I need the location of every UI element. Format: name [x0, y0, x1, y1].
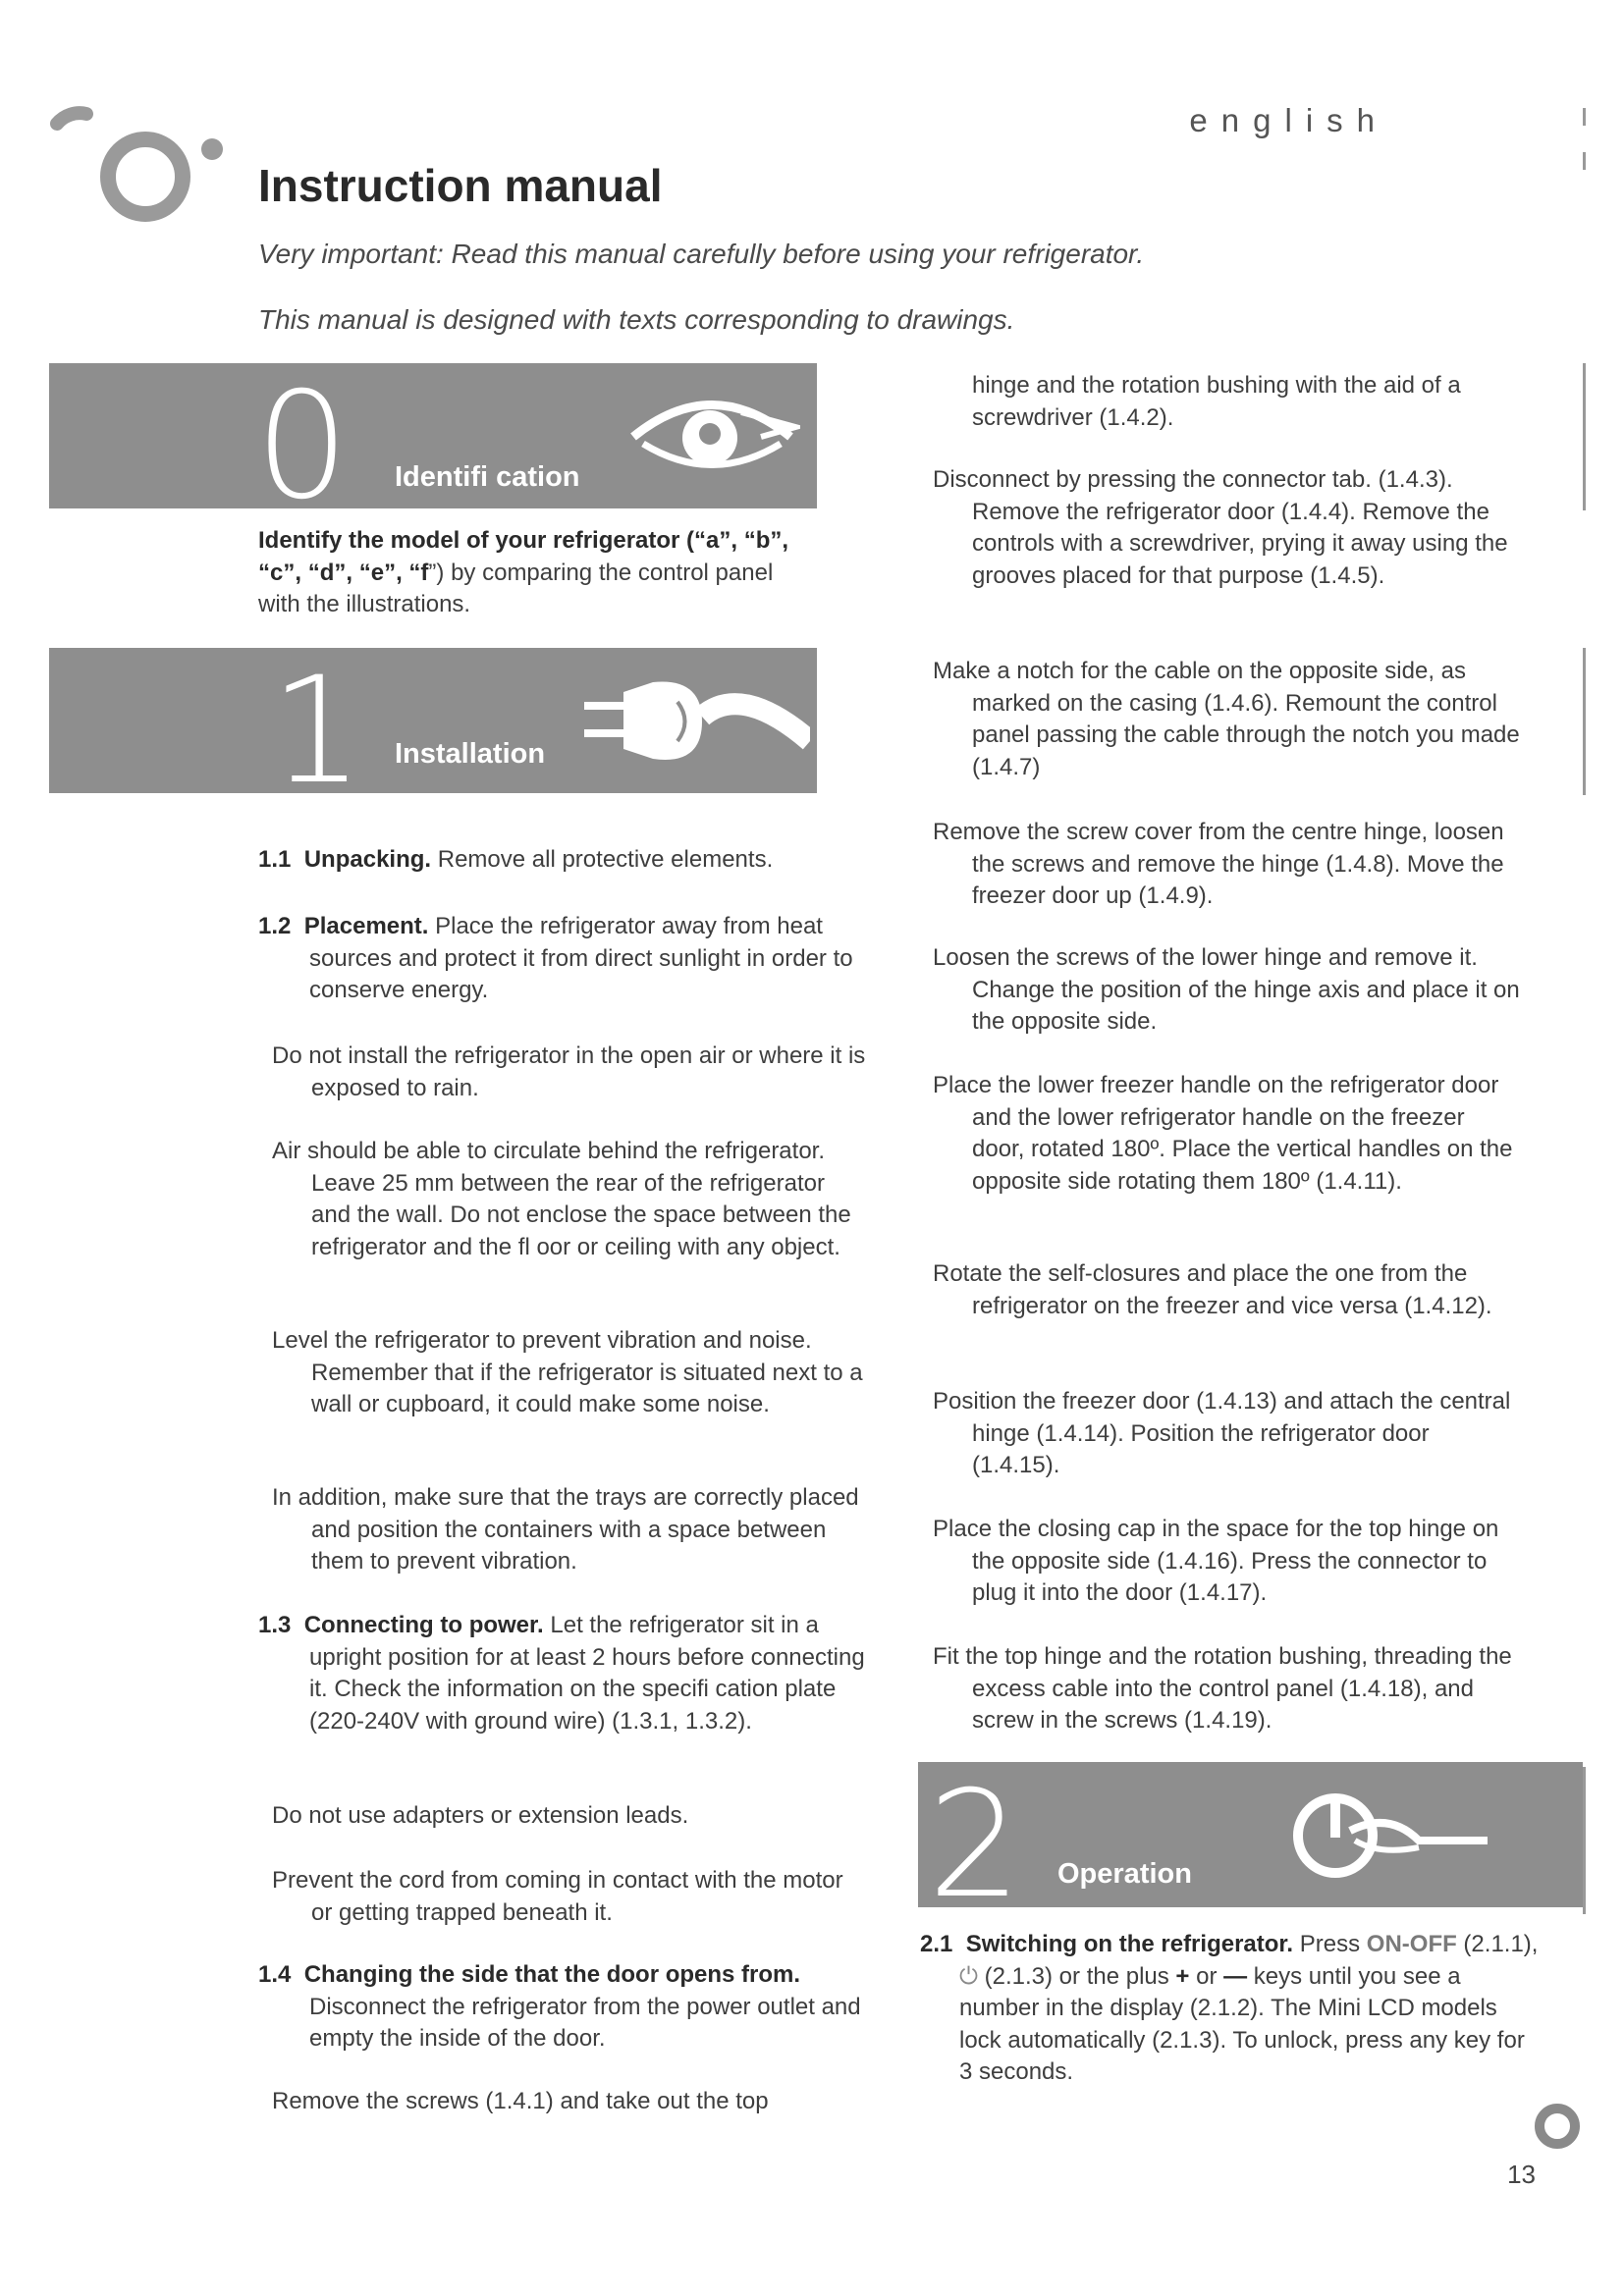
power-button-icon	[1281, 1787, 1488, 1885]
margin-mark	[1583, 648, 1586, 795]
section-title: Installation	[395, 738, 546, 770]
eye-icon	[623, 383, 800, 491]
paragraph-freezer-door: Position the freezer door (1.4.13) and attach the central hinge (1.4.14). Position the refrigerator door (1.4.15).	[933, 1388, 1511, 1478]
section-banner-operation	[918, 1762, 1583, 1907]
paragraph-1-2-trays: In addition, make sure that the trays are correctly placed and position the containers with a space between them to prevent vibration.	[272, 1484, 859, 1575]
paragraph-1-2-air-circulation: Air should be able to circulate behind the refrigerator. Leave 25 mm between the rear of the refrigerator and the wall. Do not enclose the space between the refrigerator and the fl oor or ceiling with any object.	[272, 1138, 851, 1260]
paragraph-1-1: 1.1 Unpacking. Remove all protective elements.	[258, 846, 774, 873]
paragraph-top-hinge: Fit the top hinge and the rotation bushing, threading the excess cable into the control panel (1.4.18), and screw in the screws (1.4.19).	[933, 1643, 1512, 1734]
paragraph-lower-hinge: Loosen the screws of the lower hinge and remove it. Change the position of the hinge axis and place it on the opposite side.	[933, 944, 1520, 1035]
plug-icon	[584, 672, 810, 771]
paragraph-2-1: 2.1 Switching on the refrigerator. Press ON-OFF (2.1.1), ⏻ (2.1.3) or the plus + or — keys until you see a number in the display (2.1.2). The Mini LCD models lock automatically (2.1.3). To unlock, press any key for 3 seconds.	[920, 1931, 1539, 2085]
paragraph-1-4-screws: Remove the screws (1.4.1) and take out the top	[272, 2088, 769, 2114]
margin-mark	[1583, 363, 1586, 510]
paragraph-closing-cap: Place the closing cap in the space for the top hinge on the opposite side (1.4.16). Press the connector to plug it into the door (1.4.17).	[933, 1516, 1499, 1606]
paragraph-notch: Make a notch for the cable on the opposite side, as marked on the casing (1.4.6). Remount the control panel passing the cable through the notch you made (1.4.7)	[933, 658, 1520, 780]
paragraph-1-2: 1.2 Placement. Place the refrigerator away from heat sources and protect it from direct sunlight in order to conserve energy.	[258, 913, 853, 1003]
identify-paragraph: Identify the model of your refrigerator (“a”, “b”, “c”, “d”, “e”, “f”) by comparing the control panel with the illustrations.	[258, 527, 789, 617]
paragraph-1-2-open-air: Do not install the refrigerator in the open air or where it is exposed to rain.	[272, 1042, 866, 1101]
paragraph-1-3-cord: Prevent the cord from coming in contact with the motor or getting trapped beneath it.	[272, 1867, 843, 1926]
brand-logo-icon	[47, 106, 234, 234]
section-title: Identifi cation	[395, 461, 580, 493]
page-title: Instruction manual	[258, 160, 663, 211]
section-number: 1	[270, 648, 364, 793]
language-label: english	[1189, 102, 1388, 138]
minus-key: —	[1223, 1962, 1248, 1990]
margin-mark	[1583, 1767, 1586, 1914]
paragraph-handles: Place the lower freezer handle on the refrigerator door and the lower refrigerator handle on the freezer door, rotated 180º. Place the vertical handles on the opposite side rotating them 180º (1.4.11).	[933, 1072, 1513, 1195]
power-symbol-icon: ⏻	[959, 1962, 978, 1990]
paragraph-1-3: 1.3 Connecting to power. Let the refrigerator sit in a upright position for at least 2 hours before connecting it. Check the information on the specifi cation plate (220-240V with ground wire) (1.3.1, 1.3.2).	[258, 1612, 865, 1735]
paragraph-1-3-adapters: Do not use adapters or extension leads.	[272, 1802, 689, 1829]
paragraph-disconnect: Disconnect by pressing the connector tab. (1.4.3). Remove the refrigerator door (1.4.4). Remove the controls with a screwdriver, prying it away using the grooves placed for that purpose (1.4.5).	[933, 466, 1508, 589]
section-number: 0	[255, 363, 350, 508]
section-banner-installation	[49, 648, 817, 793]
section-number: 2	[928, 1762, 1022, 1907]
section-banner-identification	[49, 363, 817, 508]
section-title: Operation	[1057, 1858, 1192, 1890]
margin-mark	[1583, 152, 1586, 170]
paragraph-self-closures: Rotate the self-closures and place the one from the refrigerator on the freezer and vice versa (1.4.12).	[933, 1260, 1492, 1319]
page-number: 13	[1507, 2160, 1536, 2189]
paragraph-1-2-level: Level the refrigerator to prevent vibration and noise. Remember that if the refrigerator is situated next to a wall or cupboard, it could make some noise.	[272, 1327, 863, 1417]
plus-key: +	[1175, 1962, 1190, 1990]
subtitle-important: Very important: Read this manual carefully before using your refrigerator.	[258, 239, 1145, 269]
corner-circle-icon	[1532, 2101, 1583, 2152]
subtitle-drawings: This manual is designed with texts corresponding to drawings.	[258, 304, 1015, 335]
paragraph-hinge-continued: hinge and the rotation bushing with the aid of a screwdriver (1.4.2).	[972, 372, 1461, 431]
margin-mark	[1583, 108, 1586, 126]
paragraph-screw-cover: Remove the screw cover from the centre hinge, loosen the screws and remove the hinge (1.4.8). Move the freezer door up (1.4.9).	[933, 819, 1504, 909]
paragraph-1-4: 1.4 Changing the side that the door opens from. Disconnect the refrigerator from the power outlet and empty the inside of the door.	[258, 1961, 861, 2052]
